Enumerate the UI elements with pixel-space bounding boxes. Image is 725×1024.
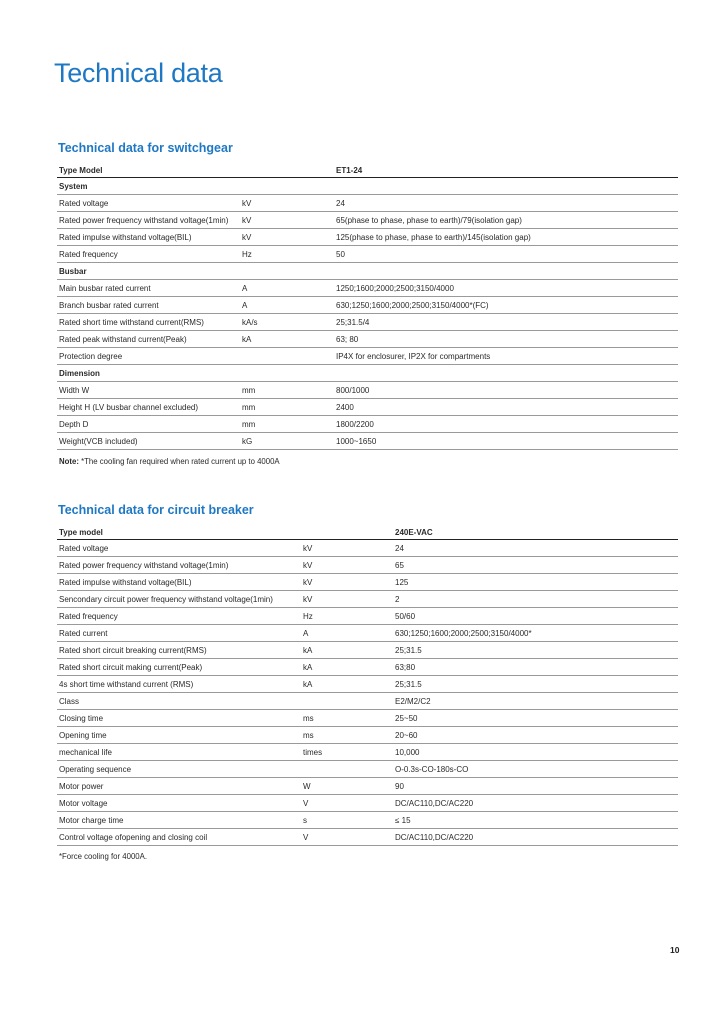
value-cell: 2 [393,591,678,608]
table-row [57,659,678,676]
parameter-cell: Depth D [57,416,240,433]
value-cell: ≤ 15 [393,812,678,829]
value-cell: 800/1000 [334,382,678,399]
unit-cell: kA [240,331,334,348]
parameter-cell: Width W [57,382,240,399]
parameter-cell: Branch busbar rated current [57,297,240,314]
unit-cell: kA [301,642,393,659]
unit-cell: kV [240,229,334,246]
page-title: Technical data [54,58,223,88]
breaker-table [57,525,678,846]
value-cell: 630;1250;1600;2000;2500;3150/4000*(FC) [334,297,678,314]
parameter-cell: Rated peak withstand current(Peak) [57,331,240,348]
parameter-cell: Rated impulse withstand voltage(BIL) [57,229,240,246]
value-cell: 50/60 [393,608,678,625]
unit-cell [240,163,334,178]
value-cell: 1000~1650 [334,433,678,450]
value-cell: 240E-VAC [393,525,678,540]
parameter-cell: Rated impulse withstand voltage(BIL) [57,574,301,591]
value-cell: E2/M2/C2 [393,693,678,710]
breaker-section-title: Technical data for circuit breaker [58,503,254,517]
unit-cell: kV [301,540,393,557]
table-row [57,195,678,212]
parameter-cell: Rated voltage [57,195,240,212]
parameter-cell: Motor voltage [57,795,301,812]
value-cell: 125(phase to phase, phase to earth)/145(isolation gap) [334,229,678,246]
note-label: Note: [59,457,79,466]
parameter-cell: Rated power frequency withstand voltage(1min) [57,557,301,574]
value-cell: 25;31.5 [393,642,678,659]
value-cell: 24 [334,195,678,212]
table-row [57,778,678,795]
unit-cell: A [301,625,393,642]
parameter-cell: Rated short circuit breaking current(RMS) [57,642,301,659]
value-cell: 50 [334,246,678,263]
table-row [57,591,678,608]
table-row [57,676,678,693]
unit-cell: V [301,829,393,846]
value-cell: DC/AC110,DC/AC220 [393,795,678,812]
value-cell: ET1-24 [334,163,678,178]
table-row [57,574,678,591]
parameter-cell: Rated frequency [57,608,301,625]
parameter-cell: Rated short time withstand current(RMS) [57,314,240,331]
table-row [57,297,678,314]
parameter-cell: Height H (LV busbar channel excluded) [57,399,240,416]
parameter-cell: Closing time [57,710,301,727]
table-row [57,710,678,727]
unit-cell: mm [240,416,334,433]
value-cell: 90 [393,778,678,795]
unit-cell: Hz [301,608,393,625]
switchgear-section-title: Technical data for switchgear [58,141,233,155]
unit-cell: kG [240,433,334,450]
unit-cell: Hz [240,246,334,263]
parameter-cell: Opening time [57,727,301,744]
table-row [57,608,678,625]
value-cell: 1250;1600;2000;2500;3150/4000 [334,280,678,297]
unit-cell: kA/s [240,314,334,331]
table-row [57,557,678,574]
value-cell: 24 [393,540,678,557]
parameter-cell: Protection degree [57,348,240,365]
unit-cell: kV [301,591,393,608]
value-cell: 125 [393,574,678,591]
table-row [57,795,678,812]
parameter-cell: Rated short circuit making current(Peak) [57,659,301,676]
parameter-cell: Operating sequence [57,761,301,778]
note-text: *The cooling fan required when rated current up to 4000A [81,457,280,466]
value-cell: 63; 80 [334,331,678,348]
unit-cell: V [301,795,393,812]
unit-cell [301,761,393,778]
table-row [57,625,678,642]
parameter-cell: Rated voltage [57,540,301,557]
table-header-row [57,525,678,540]
table-row [57,399,678,416]
group-row [57,263,678,280]
parameter-cell: Weight(VCB included) [57,433,240,450]
table-header-row [57,163,678,178]
parameter-cell: Control voltage ofopening and closing coil [57,829,301,846]
value-cell: O-0.3s-CO-180s-CO [393,761,678,778]
switchgear-table [57,163,678,450]
table-row [57,314,678,331]
parameter-cell: Main busbar rated current [57,280,240,297]
value-cell: 25~50 [393,710,678,727]
table-row [57,540,678,557]
table-row [57,761,678,778]
value-cell: 20~60 [393,727,678,744]
parameter-cell: Class [57,693,301,710]
table-row [57,433,678,450]
parameter-cell: Motor power [57,778,301,795]
unit-cell: kV [301,574,393,591]
table-row [57,829,678,846]
parameter-cell: Sencondary circuit power frequency withstand voltage(1min) [57,591,301,608]
table-row [57,246,678,263]
group-label: Dimension [57,365,678,382]
parameter-cell: Motor charge time [57,812,301,829]
group-row [57,365,678,382]
group-label: Busbar [57,263,678,280]
unit-cell [301,525,393,540]
table-row [57,382,678,399]
value-cell: 25;31.5/4 [334,314,678,331]
unit-cell: A [240,297,334,314]
table-row [57,642,678,659]
value-cell: DC/AC110,DC/AC220 [393,829,678,846]
table-row [57,812,678,829]
table-row [57,331,678,348]
value-cell: 65 [393,557,678,574]
value-cell: 630;1250;1600;2000;2500;3150/4000* [393,625,678,642]
parameter-cell: Type Model [57,163,240,178]
unit-cell: kA [301,676,393,693]
parameter-cell: Rated current [57,625,301,642]
value-cell: 65(phase to phase, phase to earth)/79(isolation gap) [334,212,678,229]
value-cell: 25;31.5 [393,676,678,693]
unit-cell [240,348,334,365]
table-row [57,348,678,365]
unit-cell: kV [240,195,334,212]
value-cell: 1800/2200 [334,416,678,433]
unit-cell: mm [240,399,334,416]
unit-cell: s [301,812,393,829]
table-row [57,229,678,246]
table-row [57,727,678,744]
table-row [57,416,678,433]
unit-cell: ms [301,710,393,727]
value-cell: 63;80 [393,659,678,676]
table-row [57,744,678,761]
unit-cell: times [301,744,393,761]
unit-cell: mm [240,382,334,399]
parameter-cell: Type model [57,525,301,540]
parameter-cell: mechanical life [57,744,301,761]
unit-cell [301,693,393,710]
table-row [57,693,678,710]
value-cell: 2400 [334,399,678,416]
unit-cell: kV [240,212,334,229]
parameter-cell: 4s short time withstand current (RMS) [57,676,301,693]
parameter-cell: Rated power frequency withstand voltage(1min) [57,212,240,229]
parameter-cell: Rated frequency [57,246,240,263]
group-row [57,178,678,195]
breaker-note: *Force cooling for 4000A. [59,852,147,861]
unit-cell: W [301,778,393,795]
unit-cell: A [240,280,334,297]
group-label: System [57,178,678,195]
table-row [57,212,678,229]
value-cell: 10,000 [393,744,678,761]
value-cell: IP4X for enclosurer, IP2X for compartments [334,348,678,365]
unit-cell: kA [301,659,393,676]
unit-cell: ms [301,727,393,744]
page-number: 10 [670,945,680,955]
switchgear-note [59,457,280,466]
unit-cell: kV [301,557,393,574]
table-row [57,280,678,297]
